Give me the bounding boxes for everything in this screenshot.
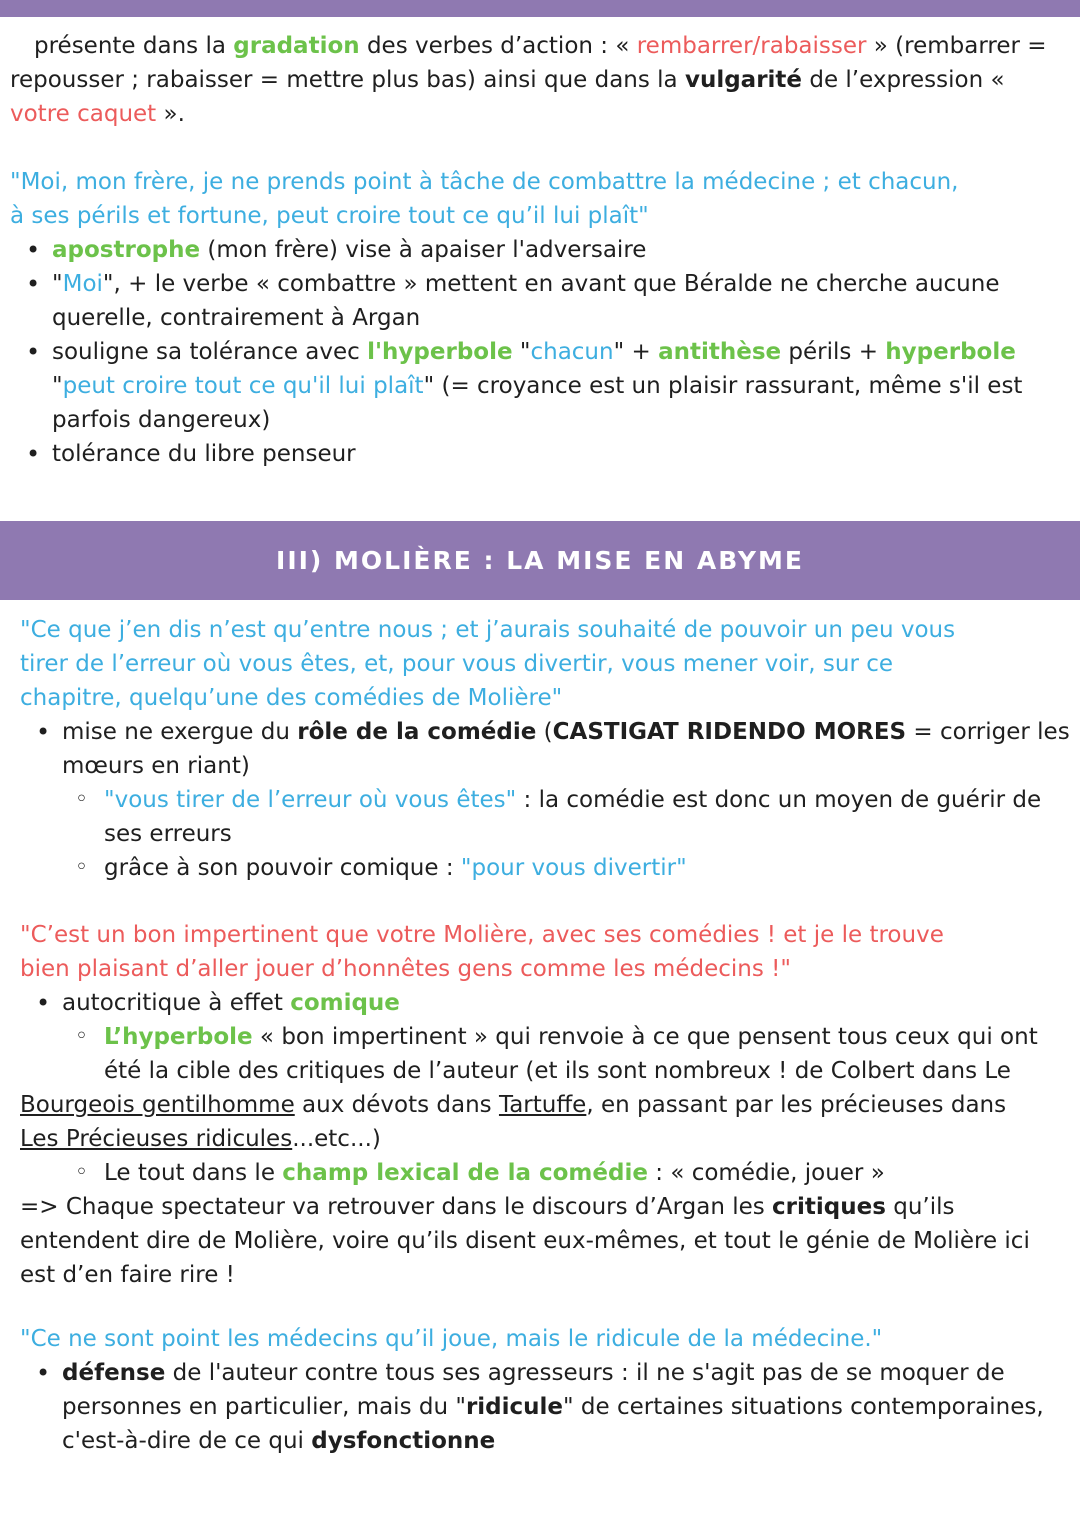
quote2-section [20,613,1070,885]
list-item [20,986,1070,1020]
term-critiques: critiques [772,1194,886,1220]
text: périls + [781,339,886,365]
text: querelle, contrairement à Argan [52,305,421,331]
term-ridicule: ridicule [465,1394,564,1420]
top-color-bar [0,0,1080,17]
text: qu’ils [885,1194,955,1220]
quote1-bullets [10,233,1070,471]
text: ». [156,101,185,127]
term-dysfonctionne: dysfonctionne [311,1428,496,1454]
conclusion-line: est d’en faire rire ! [20,1262,235,1288]
term-hyperbole: hyperbole [885,339,1016,365]
term-comique: comique [290,990,400,1016]
list-item [20,783,1070,851]
quote-tirer-erreur: "vous tirer de l’erreur où vous êtes" [104,787,517,813]
term-antithese: antithèse [658,339,782,365]
quote-chacun: chacun [530,339,614,365]
text: « bon impertinent » qui renvoie à ce que pensent tous ceux qui ont [252,1024,1038,1050]
text: ...etc...) [292,1126,381,1152]
text: " [52,271,63,297]
text: souligne sa tolérance avec [52,339,368,365]
quote2-line: chapitre, quelqu’une des comédies de Molière" [20,685,563,711]
text: de l'auteur contre tous ses agresseurs : il ne s'agit pas de se moquer de [165,1360,1005,1386]
term-defense: défense [62,1360,166,1386]
quote3-bullets-2 [20,1156,1070,1190]
section-title: III) MOLIÈRE : LA MISE EN ABYME [276,546,804,575]
quote2-bullets [20,715,1070,885]
quote2-line: "Ce que j’en dis n’est qu’entre nous ; et j’aurais souhaité de pouvoir un peu vous [20,617,956,643]
term-role-comedie: rôle de la comédie [297,719,537,745]
quote3-bullets [20,986,1070,1088]
term-castigat: CASTIGAT RIDENDO MORES [552,719,907,745]
list-item [10,335,1070,437]
work-title-bourgeois: Bourgeois gentilhomme [20,1092,295,1118]
text: présente dans la [34,33,234,59]
text: tolérance du libre penseur [52,441,356,467]
text: parfois dangereux) [52,407,271,433]
quote4-bullets [20,1356,1075,1458]
quote3-line: "C’est un bon impertinent que votre Molière, avec ses comédies ! et je le trouve [20,922,944,948]
text: ", + le verbe « combattre » mettent en avant que Béralde ne cherche aucune [102,271,1000,297]
list-item [10,437,1070,471]
conclusion-line: entendent dire de Molière, voire qu’ils disent eux-mêmes, et tout le génie de Molière ici [20,1228,1030,1254]
list-item [20,1020,1070,1088]
text: ( [536,719,553,745]
text: (mon frère) vise à apaiser l'adversaire [200,237,647,263]
list-item [10,233,1070,267]
list-item [20,1356,1075,1458]
text: Le tout dans le [104,1160,283,1186]
list-item [20,715,1070,783]
text: mise ne exergue du [62,719,298,745]
text: repousser ; rabaisser = mettre plus bas) ainsi que dans la [10,67,685,93]
quote2-line: tirer de l’erreur où vous êtes, et, pour vous divertir, vous mener voir, sur ce [20,651,894,677]
quote-verbs: rembarrer/rabaisser [636,33,867,59]
quote-peut-croire: peut croire tout ce qu'il lui plaît [62,373,424,399]
text: c'est-à-dire de ce qui [62,1428,312,1454]
term-apostrophe: apostrophe [52,237,201,263]
quote3-section [20,918,1070,1292]
intro-paragraph [10,29,1070,131]
term-hyperbole: l'hyperbole [367,339,513,365]
term-champ-lexical: champ lexical de la comédie [282,1160,648,1186]
quote-moi: Moi [62,271,103,297]
text: : « comédie, jouer » [647,1160,885,1186]
text: ses erreurs [104,821,232,847]
work-title-tartuffe: Tartuffe [498,1092,587,1118]
quote4-line: "Ce ne sont point les médecins qu’il joue, mais le ridicule de la médecine." [20,1326,883,1352]
text: = corriger les [906,719,1070,745]
term-gradation: gradation [233,33,360,59]
text: de l’expression « [802,67,1005,93]
work-title-precieuses: Les Précieuses ridicules [20,1126,293,1152]
text: " de certaines situations contemporaines, [563,1394,1044,1420]
quote-caquet: votre caquet [10,101,157,127]
quote1-line: à ses périls et fortune, peut croire tout ce qu’il lui plaît" [10,203,649,229]
text: " [52,373,63,399]
text: " [512,339,531,365]
text: grâce à son pouvoir comique : [104,855,461,881]
text: autocritique à effet [62,990,291,1016]
term-hyperbole: L’hyperbole [104,1024,253,1050]
quote3-line: bien plaisant d’aller jouer d’honnêtes gens comme les médecins !" [20,956,791,982]
text: " (= croyance est un plaisir rassurant, même s'il est [423,373,1023,399]
list-item [20,1156,1070,1190]
quote1-line: "Moi, mon frère, je ne prends point à tâche de combattre la médecine ; et chacun, [10,169,959,195]
text: des verbes d’action : « [359,33,637,59]
text: , en passant par les précieuses dans [586,1092,1007,1118]
quote4-section [20,1322,1075,1458]
text: : la comédie est donc un moyen de guérir de [516,787,1042,813]
text: aux dévots dans [294,1092,499,1118]
list-item [10,267,1070,335]
quote-divertir: "pour vous divertir" [460,855,687,881]
text: mœurs en riant) [62,753,250,779]
list-item [20,851,1070,885]
text: " + [613,339,659,365]
section-heading-band [0,521,1080,600]
term-vulgarite: vulgarité [684,67,803,93]
text: été la cible des critiques de l’auteur (et ils sont nombreux ! de Colbert dans Le [104,1058,1011,1084]
text: » (rembarrer = [866,33,1047,59]
text: personnes en particulier, mais du " [62,1394,466,1420]
text: => Chaque spectateur va retrouver dans le discours d’Argan les [20,1194,773,1220]
quote1-section [10,165,1070,471]
